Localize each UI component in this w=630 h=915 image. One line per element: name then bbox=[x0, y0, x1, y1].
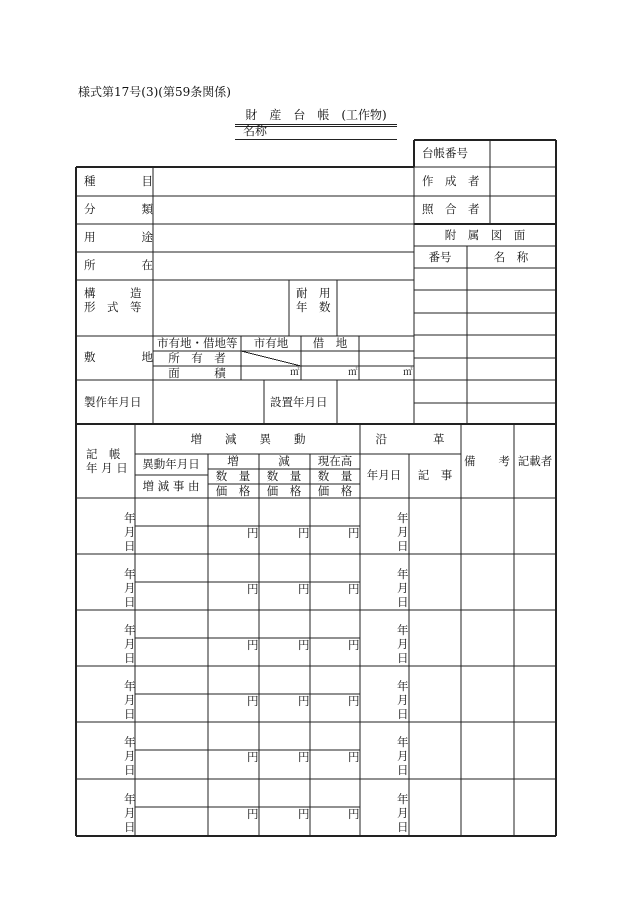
entry-day-marker: 日 bbox=[124, 820, 136, 834]
entry-month-marker: 月 bbox=[124, 749, 136, 763]
decrease-yen-unit: 円 bbox=[298, 694, 310, 708]
durable-years-label-line2: 年 数 bbox=[296, 300, 331, 314]
remarks-header: 備 考 bbox=[464, 454, 510, 468]
entry-date-label-line1: 記 帳 bbox=[86, 447, 121, 461]
origin-day-marker: 日 bbox=[397, 539, 409, 553]
change-reason-header: 増 減 事 由 bbox=[142, 479, 200, 493]
current-yen-unit: 円 bbox=[348, 638, 360, 652]
entry-year-marker: 年 bbox=[124, 511, 136, 525]
location-label: 所 在 bbox=[84, 258, 153, 272]
increase-yen-unit: 円 bbox=[247, 694, 259, 708]
entry-month-marker: 月 bbox=[124, 525, 136, 539]
origin-day-marker: 日 bbox=[397, 820, 409, 834]
decrease-header: 減 bbox=[278, 454, 290, 468]
verifier-label: 照 合 者 bbox=[422, 202, 480, 216]
current-price-header: 価 格 bbox=[317, 484, 353, 498]
creator-label: 作 成 者 bbox=[422, 174, 480, 188]
origin-month-marker: 月 bbox=[397, 637, 409, 651]
origin-day-marker: 日 bbox=[397, 595, 409, 609]
entry-year-marker: 年 bbox=[124, 735, 136, 749]
current-yen-unit: 円 bbox=[348, 526, 360, 540]
document-title: 財 産 台 帳 (工作物) bbox=[235, 106, 397, 127]
increase-header: 増 bbox=[227, 454, 239, 468]
increase-yen-unit: 円 bbox=[247, 638, 259, 652]
decrease-yen-unit: 円 bbox=[298, 750, 310, 764]
current-header: 現在高 bbox=[317, 454, 353, 468]
classification-label: 分 類 bbox=[84, 202, 153, 216]
site-owner-header: 市有地・借地等 bbox=[157, 336, 238, 350]
origin-month-marker: 月 bbox=[397, 525, 409, 539]
type-label: 種 目 bbox=[84, 174, 153, 188]
increase-price-header: 価 格 bbox=[215, 484, 251, 498]
origin-day-marker: 日 bbox=[397, 707, 409, 721]
entry-day-marker: 日 bbox=[124, 763, 136, 777]
name-field-label: 名称 bbox=[235, 122, 397, 140]
origin-date-header: 年月日 bbox=[366, 468, 402, 482]
decrease-quantity-header: 数 量 bbox=[266, 469, 302, 483]
current-yen-unit: 円 bbox=[348, 694, 360, 708]
recorder-header: 記載者 bbox=[517, 454, 553, 468]
decrease-price-header: 価 格 bbox=[266, 484, 302, 498]
current-yen-unit: 円 bbox=[348, 807, 360, 821]
drawing-number-header: 番号 bbox=[428, 250, 452, 264]
entry-year-marker: 年 bbox=[124, 792, 136, 806]
current-quantity-header: 数 量 bbox=[317, 469, 353, 483]
site-leased-header: 借 地 bbox=[312, 336, 348, 350]
drawing-name-header: 名 称 bbox=[493, 250, 529, 264]
attached-drawings-title: 附 属 図 面 bbox=[444, 228, 526, 242]
decrease-yen-unit: 円 bbox=[298, 807, 310, 821]
structure-label-line2: 形 式 等 bbox=[84, 300, 142, 314]
origin-month-marker: 月 bbox=[397, 581, 409, 595]
entry-month-marker: 月 bbox=[124, 693, 136, 707]
install-date-label: 設置年月日 bbox=[270, 395, 328, 409]
entry-day-marker: 日 bbox=[124, 595, 136, 609]
site-owner-label: 所 有 者 bbox=[168, 351, 226, 365]
origin-year-marker: 年 bbox=[397, 735, 409, 749]
origin-year-marker: 年 bbox=[397, 567, 409, 581]
site-label: 敷 地 bbox=[84, 350, 153, 364]
entry-day-marker: 日 bbox=[124, 651, 136, 665]
increase-yen-unit: 円 bbox=[247, 750, 259, 764]
entry-month-marker: 月 bbox=[124, 637, 136, 651]
structure-label-line1: 構 造 bbox=[84, 286, 142, 300]
current-yen-unit: 円 bbox=[348, 750, 360, 764]
entry-year-marker: 年 bbox=[124, 567, 136, 581]
increase-yen-unit: 円 bbox=[247, 582, 259, 596]
increase-yen-unit: 円 bbox=[247, 526, 259, 540]
entry-year-marker: 年 bbox=[124, 679, 136, 693]
durable-years-label-line1: 耐 用 bbox=[296, 286, 331, 300]
origin-day-marker: 日 bbox=[397, 763, 409, 777]
change-date-header: 異動年月日 bbox=[142, 457, 200, 471]
origin-month-marker: 月 bbox=[397, 693, 409, 707]
site-area-label: 面 積 bbox=[168, 366, 226, 380]
origin-note-header: 記 事 bbox=[417, 468, 453, 482]
origin-header: 沿 革 bbox=[375, 432, 445, 446]
manufacture-date-label: 製作年月日 bbox=[84, 395, 142, 409]
entry-year-marker: 年 bbox=[124, 623, 136, 637]
area-unit-city: ㎡ bbox=[290, 367, 300, 378]
origin-year-marker: 年 bbox=[397, 679, 409, 693]
use-label: 用 途 bbox=[84, 230, 153, 244]
origin-month-marker: 月 bbox=[397, 749, 409, 763]
area-unit-other: ㎡ bbox=[403, 367, 413, 378]
change-header: 増 減 異 動 bbox=[190, 432, 306, 446]
entry-month-marker: 月 bbox=[124, 806, 136, 820]
origin-day-marker: 日 bbox=[397, 651, 409, 665]
entry-month-marker: 月 bbox=[124, 581, 136, 595]
form-number: 様式第17号(3)(第59条関係) bbox=[78, 85, 231, 99]
current-yen-unit: 円 bbox=[348, 582, 360, 596]
origin-year-marker: 年 bbox=[397, 792, 409, 806]
area-unit-leased: ㎡ bbox=[348, 367, 358, 378]
decrease-yen-unit: 円 bbox=[298, 526, 310, 540]
origin-year-marker: 年 bbox=[397, 623, 409, 637]
entry-day-marker: 日 bbox=[124, 707, 136, 721]
increase-yen-unit: 円 bbox=[247, 807, 259, 821]
site-city-owned-header: 市有地 bbox=[253, 336, 289, 350]
increase-quantity-header: 数 量 bbox=[215, 469, 251, 483]
decrease-yen-unit: 円 bbox=[298, 638, 310, 652]
origin-month-marker: 月 bbox=[397, 806, 409, 820]
ledger-number-label: 台帳番号 bbox=[422, 146, 468, 160]
origin-year-marker: 年 bbox=[397, 511, 409, 525]
decrease-yen-unit: 円 bbox=[298, 582, 310, 596]
entry-date-label-line2: 年 月 日 bbox=[86, 461, 128, 475]
entry-day-marker: 日 bbox=[124, 539, 136, 553]
